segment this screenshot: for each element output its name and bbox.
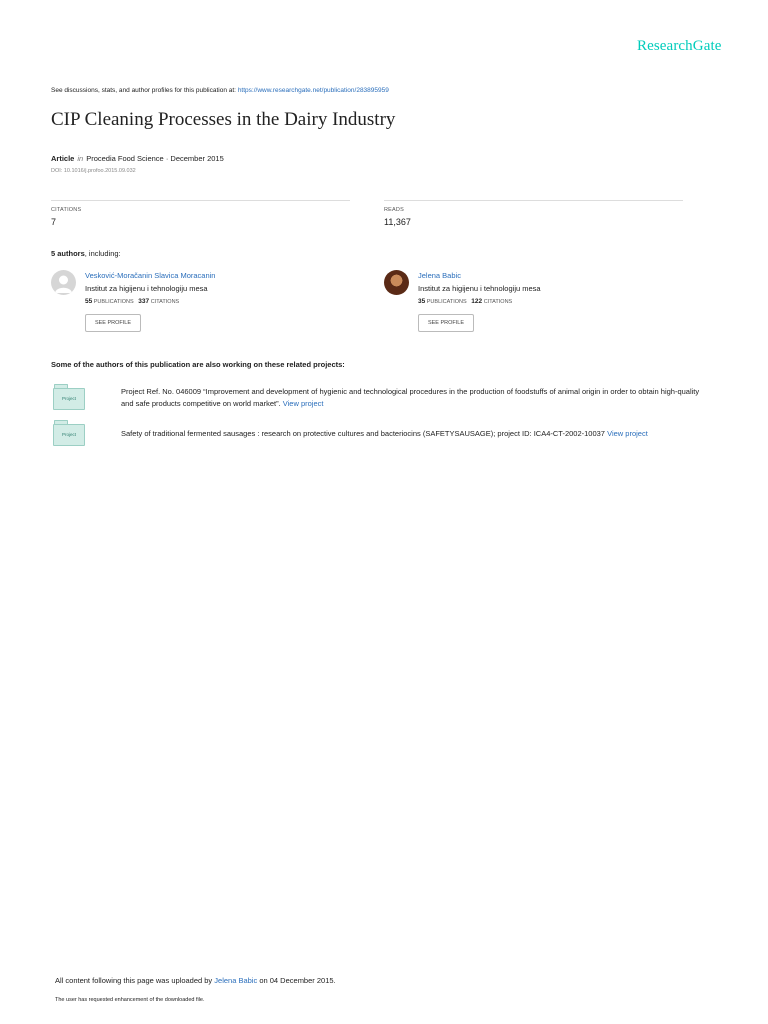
author-stats [85, 298, 179, 305]
article-type: Article [51, 154, 75, 163]
related-projects-heading: Some of the authors of this publication are also working on these related projects: [51, 360, 345, 369]
view-project-link[interactable]: View project [607, 429, 648, 438]
discussions-text: See discussions, stats, and author profiles for this publication at: [51, 87, 236, 94]
default-user-icon [51, 270, 76, 295]
authors-suffix: , including: [84, 249, 121, 258]
citations-count: 337 [138, 298, 150, 305]
page-title: CIP Cleaning Processes in the Dairy Industry [51, 109, 396, 130]
avatar[interactable] [384, 270, 409, 295]
project-folder-icon: Project [53, 388, 85, 410]
project-description [121, 386, 711, 410]
upload-prefix: All content following this page was uploaded by [55, 976, 213, 985]
author-name[interactable]: Vesković-Moračanin Slavica Moracanin [85, 271, 216, 280]
citations-label: CITATIONS [483, 299, 513, 305]
upload-note [55, 976, 336, 985]
reads-divider [384, 200, 683, 201]
researchgate-logo[interactable]: ResearchGate [637, 38, 722, 54]
project-description [121, 428, 721, 440]
meta-in: in [77, 154, 84, 163]
citations-count: 122 [471, 298, 483, 305]
publications-count: 55 [85, 298, 93, 305]
uploader-link[interactable]: Jelena Babic [214, 976, 258, 985]
authors-heading [51, 249, 121, 258]
citations-value: 7 [51, 217, 57, 227]
project-text: Project Ref. No. 046009 “Improvement and development of hygienic and technological procedures in the production of foodstuffs of animal origin in order to obtain high-quality and safe products competitive on world market”. [121, 387, 700, 408]
publications-label: PUBLICATIONS [426, 299, 467, 305]
author-name[interactable]: Jelena Babic [418, 271, 461, 280]
citations-label: CITATIONS [150, 299, 180, 305]
avatar[interactable] [51, 270, 76, 295]
project-text: Safety of traditional fermented sausages : research on protective cultures and bacteriocins (SAFETYSAUSAGE); project ID: ICA4-CT-2002-10037 [121, 429, 605, 438]
authors-count: 5 authors [51, 249, 85, 258]
citations-label: CITATIONS [51, 207, 82, 213]
journal-info: Procedia Food Science · December 2015 [86, 154, 224, 163]
see-profile-button[interactable]: SEE PROFILE [418, 314, 474, 332]
publication-link[interactable]: https://www.researchgate.net/publication/283895959 [237, 87, 389, 94]
discussions-line [51, 87, 389, 94]
author-institution: Institut za higijenu i tehnologiju mesa [418, 284, 541, 293]
reads-value: 11,367 [384, 217, 411, 227]
project-folder-icon: Project [53, 424, 85, 446]
publications-label: PUBLICATIONS [93, 299, 134, 305]
citations-divider [51, 200, 350, 201]
author-institution: Institut za higijenu i tehnologiju mesa [85, 284, 208, 293]
article-meta [51, 154, 224, 163]
enhancement-note: The user has requested enhancement of the downloaded file. [55, 997, 205, 1003]
upload-suffix: on 04 December 2015. [259, 976, 336, 985]
reads-label: READS [384, 207, 404, 213]
doi: DOI: 10.1016/j.profoo.2015.09.032 [51, 168, 136, 174]
publications-count: 35 [418, 298, 426, 305]
see-profile-button[interactable]: SEE PROFILE [85, 314, 141, 332]
view-project-link[interactable]: View project [282, 399, 324, 408]
author-stats [418, 298, 512, 305]
